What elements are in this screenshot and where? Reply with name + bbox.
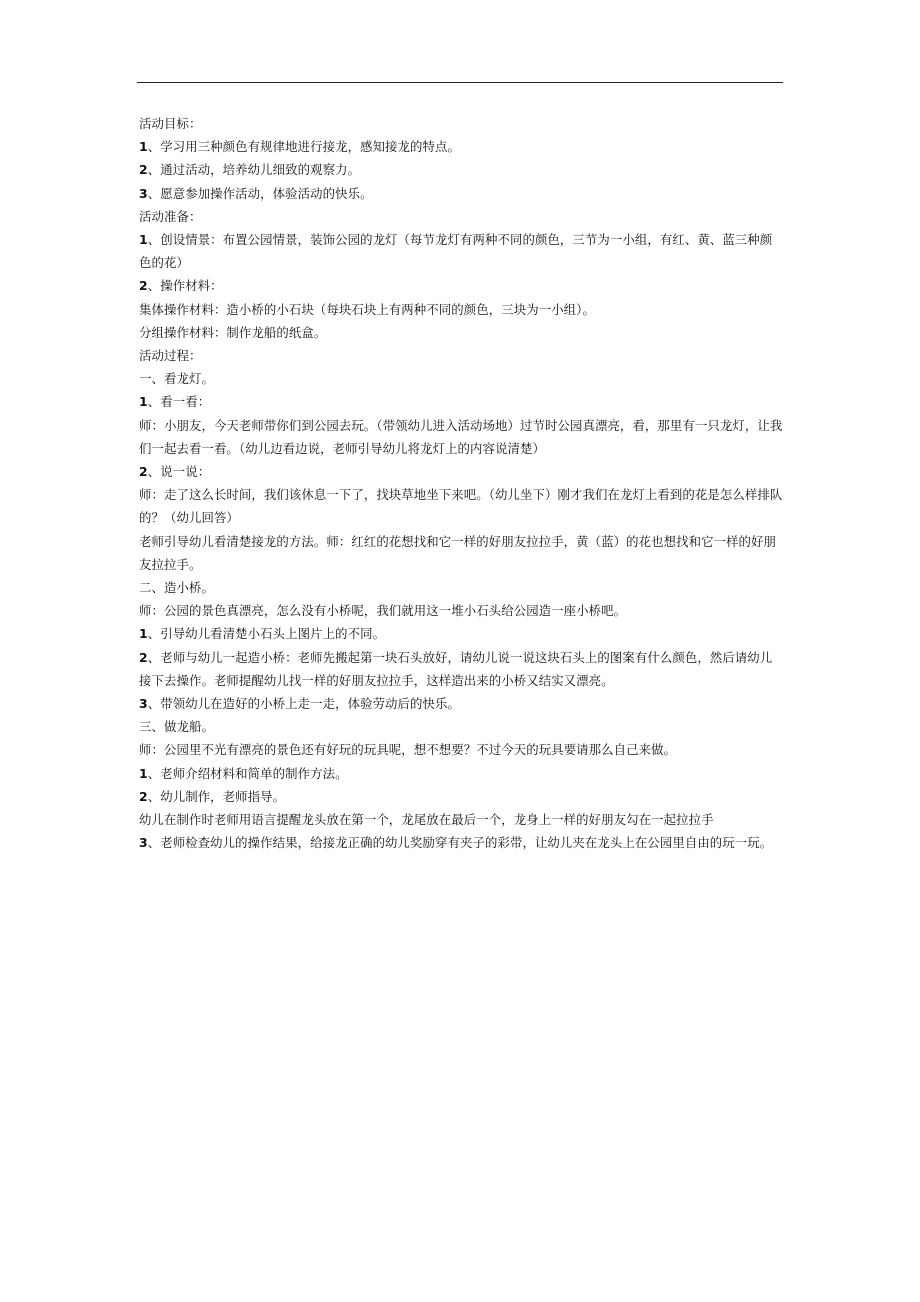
- step-item: 3、带领幼儿在造好的小桥上走一走，体验劳动后的快乐。: [139, 696, 460, 712]
- dialogue-paragraph: 师：小朋友，今天老师带你们到公园去玩。（带领幼儿进入活动场地）过节时公园真漂亮，看，那里有一只龙灯，让我们一起去看一看。（幼儿边看边说，老师引导幼儿将龙灯上的内容说清楚）: [139, 417, 783, 456]
- step-item: 2、老师与幼儿一起造小桥：老师先搬起第一块石头放好，请幼儿说一说这块石头上的图案有什么颜色，然后请幼儿接下去操作。老师提醒幼儿找一样的好朋友拉拉手，这样造出来的小桥又结实又漂亮。: [139, 649, 773, 688]
- dialogue-paragraph: 师：走了这么长时间，我们该休息一下了，找块草地坐下来吧。（幼儿坐下）刚才我们在龙灯上看到的花是怎么样排队的？（幼儿回答）: [139, 487, 783, 526]
- step-item: 2、说一说：: [139, 464, 211, 480]
- objective-item: 1、学习用三种颜色有规律地进行接龙，感知接龙的特点。: [139, 139, 460, 155]
- step-item: 1、老师介绍材料和简单的制作方法。: [139, 765, 348, 781]
- dialogue-paragraph: 师：公园的景色真漂亮，怎么没有小桥呢，我们就用这一堆小石头给公园造一座小桥吧。: [139, 603, 627, 619]
- section-heading: 三、做龙船。: [139, 719, 214, 735]
- objective-item: 2、通过活动，培养幼儿细致的观察力。: [139, 162, 361, 178]
- step-item: 3、老师检查幼儿的操作结果，给接龙正确的幼儿奖励穿有夹子的彩带，让幼儿夹在龙头上在公园里自由的玩一玩。: [139, 835, 773, 851]
- step-item: 2、幼儿制作，老师指导。: [139, 788, 286, 804]
- material-line: 分组操作材料：制作龙船的纸盒。: [139, 324, 327, 340]
- step-item: 1、看一看：: [139, 394, 211, 410]
- material-line: 集体操作材料：造小桥的小石块（每块石块上有两种不同的颜色，三块为一小组）。: [139, 301, 595, 317]
- header-rule: [137, 82, 783, 83]
- section-heading: 一、看龙灯。: [139, 371, 214, 387]
- objective-item: 3、愿意参加操作活动，体验活动的快乐。: [139, 185, 373, 201]
- section-heading: 二、造小桥。: [139, 580, 214, 596]
- dialogue-paragraph: 幼儿在制作时老师用语言提醒龙头放在第一个，龙尾放在最后一个，龙身上一样的好朋友勾在一起拉拉手: [139, 812, 714, 828]
- preparation-item: 2、操作材料：: [139, 278, 223, 294]
- preparation-item: 1、创设情景：布置公园情景，装饰公园的龙灯（每节龙灯有两种不同的颜色，三节为一小组，有红、黄、蓝三种颜色的花）: [139, 232, 773, 271]
- heading-objectives: 活动目标：: [139, 116, 202, 131]
- document-body: [139, 112, 783, 855]
- heading-preparation: 活动准备：: [139, 208, 202, 224]
- dialogue-paragraph: 老师引导幼儿看清楚接龙的方法。师：红红的花想找和它一样的好朋友拉拉手，黄（蓝）的花也想找和它一样的好朋友拉拉手。: [139, 533, 777, 572]
- step-item: 1、引导幼儿看清楚小石头上图片上的不同。: [139, 626, 386, 642]
- dialogue-paragraph: 师：公园里不光有漂亮的景色还有好玩的玩具呢，想不想要？不过今天的玩具要请那么自己来做。: [139, 742, 677, 758]
- heading-process: 活动过程：: [139, 348, 202, 364]
